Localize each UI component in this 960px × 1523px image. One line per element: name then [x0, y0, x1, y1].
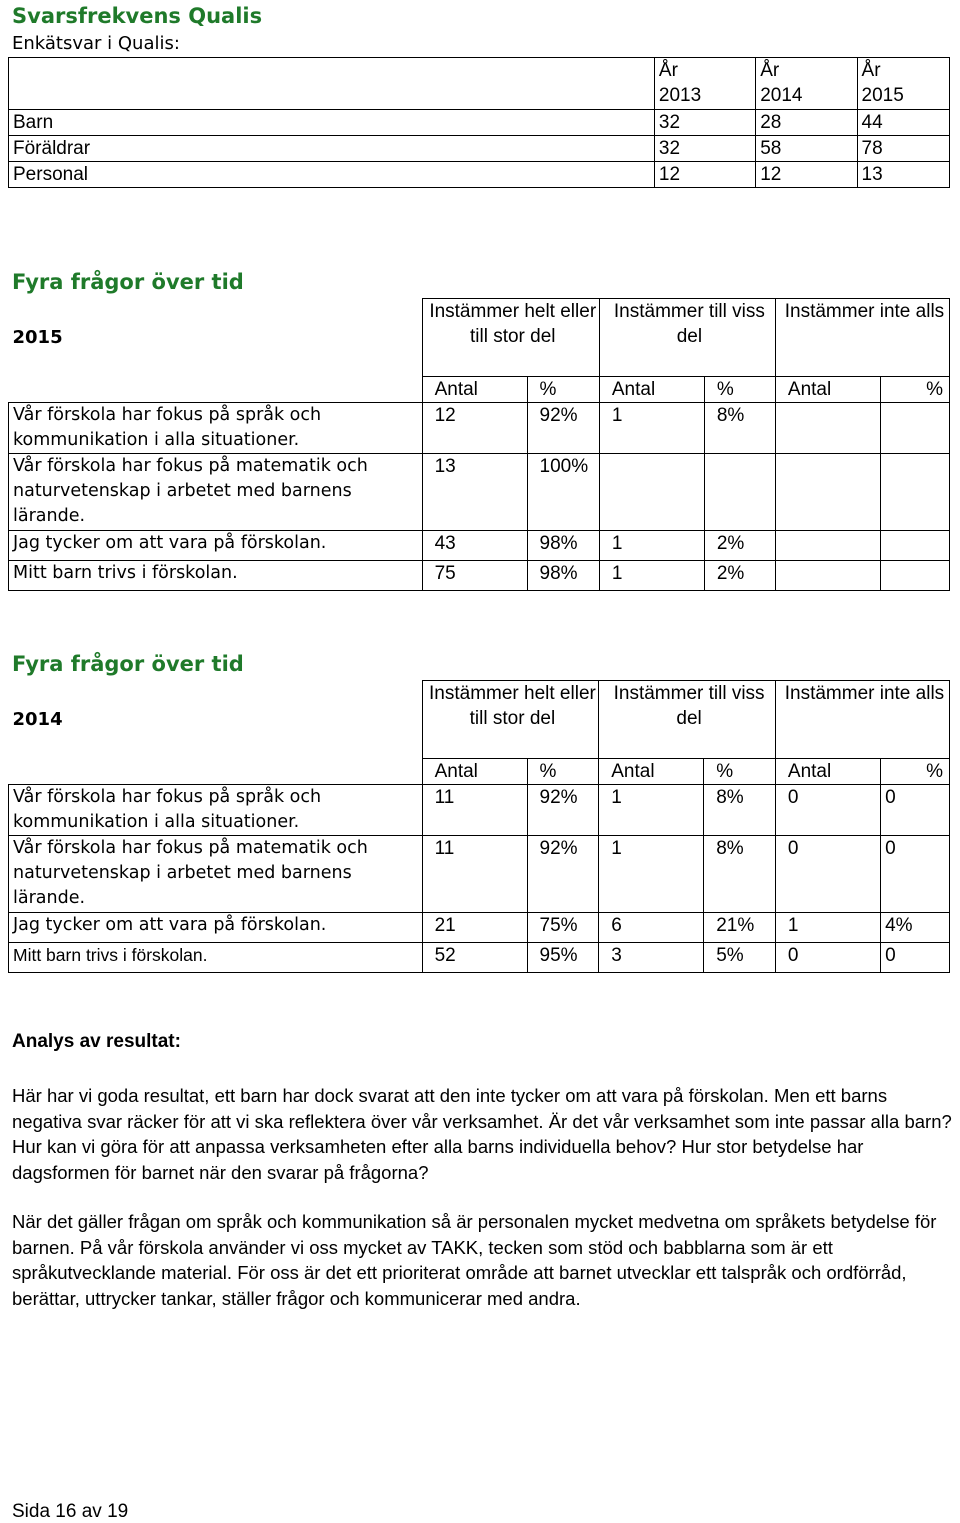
- cell: 6: [599, 913, 704, 943]
- cell: [775, 531, 880, 561]
- cell: [599, 454, 704, 531]
- cell: [775, 403, 880, 454]
- group-header: Instämmer till viss del: [599, 681, 776, 759]
- page-subtitle: Enkätsvar i Qualis:: [12, 33, 180, 54]
- cell: 12: [756, 162, 857, 188]
- cell: 1: [775, 913, 880, 943]
- cell: 4%: [881, 913, 950, 943]
- survey-table-2015: [8, 298, 950, 591]
- year-label: 2015: [12, 327, 63, 348]
- subheader: %: [527, 759, 599, 785]
- question-label: Mitt barn trivs i förskolan.: [9, 943, 423, 973]
- analysis-heading: Analys av resultat:: [12, 1031, 181, 1052]
- subheader: %: [881, 759, 950, 785]
- cell: 28: [756, 110, 857, 136]
- question-label: Mitt barn trivs i förskolan.: [9, 561, 423, 591]
- cell: 8%: [704, 403, 775, 454]
- cell: 32: [654, 110, 755, 136]
- cell: 44: [857, 110, 949, 136]
- group-header: Instämmer inte alls: [775, 299, 949, 377]
- cell: 52: [422, 943, 527, 973]
- response-frequency-table: [8, 57, 950, 188]
- cell: [775, 454, 880, 531]
- cell: 1: [599, 785, 704, 836]
- subheader: Antal: [599, 377, 704, 403]
- subheader: Antal: [422, 377, 527, 403]
- cell: [704, 454, 775, 531]
- question-label: Vår förskola har fokus på matematik och naturvetenskap i arbetet med barnens lärande.: [9, 836, 423, 913]
- row-label: Föräldrar: [9, 136, 655, 162]
- question-label: Vår förskola har fokus på matematik och naturvetenskap i arbetet med barnens lärande.: [9, 454, 423, 531]
- page-title: Svarsfrekvens Qualis: [12, 4, 263, 28]
- cell: 98%: [527, 561, 599, 591]
- cell: 2%: [704, 531, 775, 561]
- cell: 100%: [527, 454, 599, 531]
- subheader: %: [704, 377, 775, 403]
- cell: 43: [422, 531, 527, 561]
- analysis-paragraph-2: När det gäller frågan om språk och kommunikation så är personalen mycket medvetna om språkets betydelse för barnen. På vår förskola använder vi oss mycket av TAKK, tecken som stöd och babblarna som är ett språkutvecklande material. För oss är det ett prioriterat område att barnet utvecklar ett talspråk och ordförråd, berättar, uttrycker tankar, ställer frågor och kommunicerar med andra.: [12, 1211, 937, 1309]
- year-header: År 2014: [756, 58, 857, 110]
- subheader: Antal: [775, 377, 880, 403]
- survey-table-2014: [8, 680, 950, 973]
- year-header: År 2013: [654, 58, 755, 110]
- table-corner: [9, 58, 655, 110]
- group-header: Instämmer till viss del: [599, 299, 775, 377]
- cell: 1: [599, 561, 704, 591]
- cell: 0: [775, 943, 880, 973]
- cell: 1: [599, 836, 704, 913]
- cell: 0: [881, 943, 950, 973]
- cell: 75%: [527, 913, 599, 943]
- cell: 21%: [704, 913, 776, 943]
- cell: 8%: [704, 836, 776, 913]
- cell: 58: [756, 136, 857, 162]
- cell: [775, 561, 880, 591]
- subheader: Antal: [422, 759, 527, 785]
- cell: 0: [775, 785, 880, 836]
- cell: 13: [857, 162, 949, 188]
- subheader: %: [881, 377, 950, 403]
- cell: 98%: [527, 531, 599, 561]
- cell: 13: [422, 454, 527, 531]
- question-label: Vår förskola har fokus på språk och kommunikation i alla situationer.: [9, 785, 423, 836]
- cell: 92%: [527, 403, 599, 454]
- cell: 32: [654, 136, 755, 162]
- subheader: %: [527, 377, 599, 403]
- cell: 0: [881, 785, 950, 836]
- cell: [881, 531, 950, 561]
- cell: 11: [422, 785, 527, 836]
- subheader: Antal: [775, 759, 880, 785]
- subheader: Antal: [599, 759, 704, 785]
- cell: 3: [599, 943, 704, 973]
- year-header: År 2015: [857, 58, 949, 110]
- cell: 78: [857, 136, 949, 162]
- cell: 21: [422, 913, 527, 943]
- cell: 92%: [527, 785, 599, 836]
- subheader: %: [704, 759, 776, 785]
- group-header: Instämmer inte alls: [775, 681, 949, 759]
- cell: 12: [654, 162, 755, 188]
- cell: 2%: [704, 561, 775, 591]
- cell: 8%: [704, 785, 776, 836]
- analysis-paragraph-1: Här har vi goda resultat, ett barn har dock svarat att den inte tycker om att vara på förskolan. Men ett barns negativa svar räcker för att vi ska reflektera över vår verksamhet. Är det vår verksamhet som inte passar alla barn? Hur kan vi göra för att anpassa verksamheten efter alla barns individuella behov? Hur stor betydelse har dagsformen för barnet när den svarar på frågorna?: [12, 1085, 952, 1183]
- cell: [881, 403, 950, 454]
- cell: 0: [775, 836, 880, 913]
- year-label: 2014: [12, 709, 63, 730]
- question-label: Jag tycker om att vara på förskolan.: [9, 913, 423, 943]
- cell: 95%: [527, 943, 599, 973]
- cell: [881, 454, 950, 531]
- group-header: Instämmer helt eller till stor del: [422, 681, 599, 759]
- cell: [881, 561, 950, 591]
- cell: 12: [422, 403, 527, 454]
- cell: 92%: [527, 836, 599, 913]
- question-label: Vår förskola har fokus på språk och kommunikation i alla situationer.: [9, 403, 423, 454]
- section-heading-2015: Fyra frågor över tid: [12, 270, 244, 294]
- cell: 75: [422, 561, 527, 591]
- section-heading-2014: Fyra frågor över tid: [12, 652, 244, 676]
- cell: 11: [422, 836, 527, 913]
- page-number: Sida 16 av 19: [12, 1501, 129, 1522]
- question-label: Jag tycker om att vara på förskolan.: [9, 531, 423, 561]
- row-label: Personal: [9, 162, 655, 188]
- group-header: Instämmer helt eller till stor del: [422, 299, 599, 377]
- cell: 5%: [704, 943, 776, 973]
- cell: 0: [881, 836, 950, 913]
- cell: 1: [599, 531, 704, 561]
- cell: 1: [599, 403, 704, 454]
- row-label: Barn: [9, 110, 655, 136]
